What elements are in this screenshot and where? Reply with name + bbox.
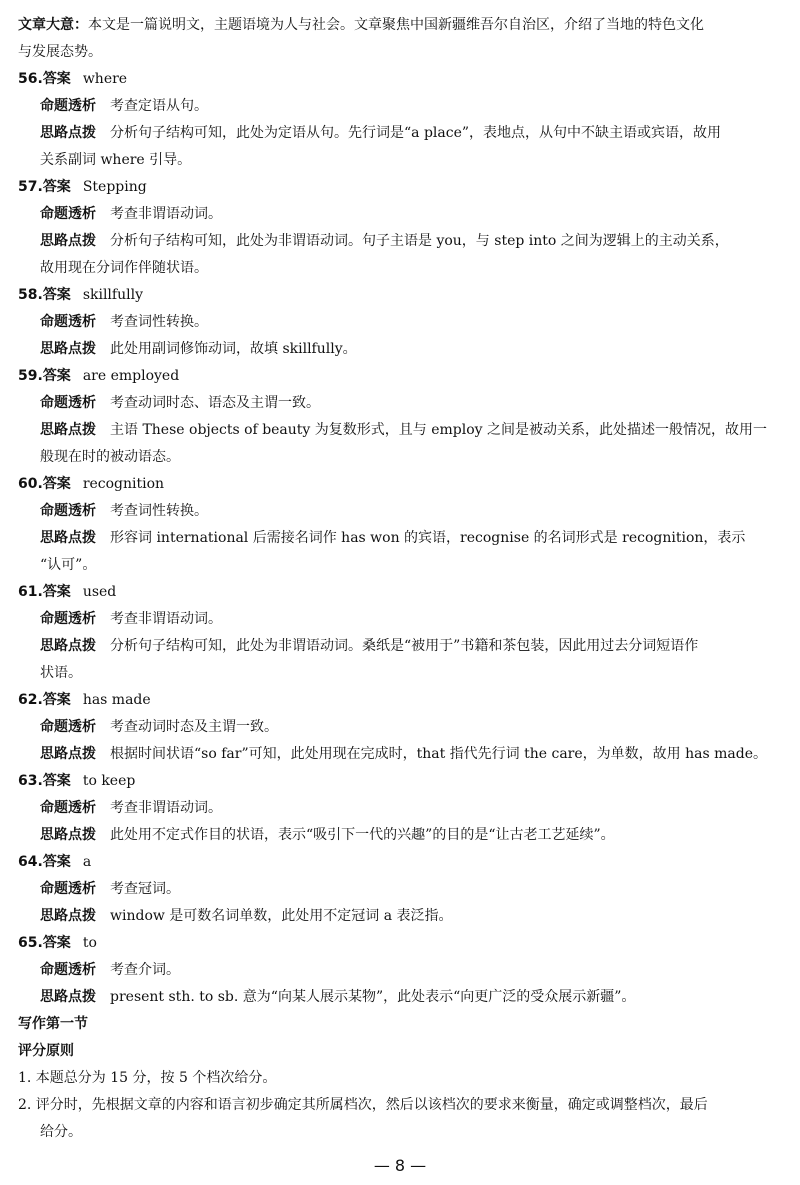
question-block [18, 579, 776, 687]
analysis-label: 命题透析 [40, 611, 96, 627]
analysis-label: 命题透析 [40, 719, 96, 735]
answer-text: to [82, 935, 97, 951]
hint-label: 思路点拨 [40, 638, 96, 654]
question-number: 61. [18, 584, 43, 600]
question-number: 57. [18, 179, 43, 195]
answer-text: are employed [82, 368, 180, 384]
answer-label: 答案 [42, 476, 71, 492]
answer-label: 答案 [42, 71, 71, 87]
question-number: 58. [18, 287, 43, 303]
summary-label: 文章大意： [18, 17, 88, 33]
analysis-text: 考查动词时态及主谓一致。 [110, 719, 278, 735]
analysis-text: 考查非谓语动词。 [110, 611, 222, 627]
question-list [18, 66, 776, 1011]
section-title: 写作第一节 [18, 1016, 88, 1032]
hint-text: 分析句子结构可知，此处为非谓语动词。句子主语是 you，与 step into 之间为逻辑上的主动关系， [110, 233, 729, 249]
hint-text: window 是可数名词单数，此处用不定冠词 a 表泛指。 [110, 908, 453, 924]
analysis-label: 命题透析 [40, 98, 96, 114]
summary-text-2: 与发展态势。 [18, 44, 102, 60]
analysis-label: 命题透析 [40, 206, 96, 222]
question-block [18, 471, 776, 579]
hint-text-continued: 状语。 [40, 665, 82, 681]
hint-text-continued: 故用现在分词作伴随状语。 [40, 260, 208, 276]
hint-text-continued: 关系副词 where 引导。 [40, 152, 192, 168]
analysis-label: 命题透析 [40, 881, 96, 897]
analysis-label: 命题透析 [40, 800, 96, 816]
analysis-text: 考查冠词。 [110, 881, 180, 897]
hint-text: 分析句子结构可知，此处为定语从句。先行词是“a place”，表地点，从句中不缺主语或宾语，故用 [110, 125, 722, 141]
hint-text: present sth. to sb. 意为“向某人展示某物”，此处表示“向更广泛的受众展示新疆”。 [110, 989, 636, 1005]
question-block [18, 768, 776, 849]
hint-label: 思路点拨 [40, 908, 96, 924]
answer-label: 答案 [42, 935, 71, 951]
hint-text: 此处用副词修饰动词，故填 skillfully。 [110, 341, 357, 357]
question-block [18, 363, 776, 471]
analysis-label: 命题透析 [40, 503, 96, 519]
answer-text: a [82, 854, 92, 870]
hint-label: 思路点拨 [40, 989, 96, 1005]
answer-label: 答案 [42, 773, 71, 789]
analysis-label: 命题透析 [40, 395, 96, 411]
hint-label: 思路点拨 [40, 233, 96, 249]
question-number: 59. [18, 368, 43, 384]
question-number: 65. [18, 935, 43, 951]
question-block [18, 687, 776, 768]
hint-text: 此处用不定式作目的状语，表示“吸引下一代的兴趣”的目的是“让古老工艺延续”。 [110, 827, 615, 843]
answer-text: where [82, 71, 128, 87]
question-number: 63. [18, 773, 43, 789]
question-block [18, 282, 776, 363]
analysis-text: 考查词性转换。 [110, 503, 208, 519]
hint-text: 形容词 international 后需接名词作 has won 的宾语，recognise 的名词形式是 recognition，表示 [110, 530, 746, 546]
hint-label: 思路点拨 [40, 125, 96, 141]
analysis-text: 考查非谓语动词。 [110, 800, 222, 816]
rule-1: 1. 本题总分为 15 分，按 5 个档次给分。 [18, 1070, 277, 1086]
question-number: 64. [18, 854, 43, 870]
question-block [18, 174, 776, 282]
hint-label: 思路点拨 [40, 746, 96, 762]
analysis-text: 考查词性转换。 [110, 314, 208, 330]
question-block [18, 66, 776, 174]
rule-2-line-2: 给分。 [40, 1124, 82, 1140]
hint-label: 思路点拨 [40, 341, 96, 357]
page-number: — 8 — [373, 1156, 427, 1175]
hint-text-continued: 般现在时的被动语态。 [40, 449, 180, 465]
writing-section [18, 1011, 776, 1146]
answer-label: 答案 [42, 368, 71, 384]
hint-text: 分析句子结构可知，此处为非谓语动词。桑纸是“被用于”书籍和茶包装，因此用过去分词短语作 [110, 638, 699, 654]
answer-label: 答案 [42, 854, 71, 870]
analysis-text: 考查动词时态、语态及主谓一致。 [110, 395, 320, 411]
hint-text: 主语 These objects of beauty 为复数形式，且与 employ 之间是被动关系，此处描述一般情况，故用一 [110, 422, 768, 438]
rule-2-line-1: 2. 评分时，先根据文章的内容和语言初步确定其所属档次，然后以该档次的要求来衡量，确定或调整档次，最后 [18, 1097, 708, 1113]
answer-text: Stepping [82, 179, 147, 195]
hint-label: 思路点拨 [40, 422, 96, 438]
question-block [18, 849, 776, 930]
question-number: 60. [18, 476, 43, 492]
principle-title: 评分原则 [18, 1043, 74, 1059]
hint-label: 思路点拨 [40, 827, 96, 843]
answer-text: used [82, 584, 117, 600]
hint-text: 根据时间状语“so far”可知，此处用现在完成时，that 指代先行词 the care，为单数，故用 has made。 [110, 746, 767, 762]
answer-text: skillfully [82, 287, 143, 303]
hint-label: 思路点拨 [40, 530, 96, 546]
answer-text: recognition [82, 476, 165, 492]
article-summary [18, 12, 776, 66]
hint-text-continued: “认可”。 [40, 557, 97, 573]
analysis-text: 考查定语从句。 [110, 98, 208, 114]
analysis-text: 考查非谓语动词。 [110, 206, 222, 222]
question-number: 56. [18, 71, 43, 87]
answer-label: 答案 [42, 287, 71, 303]
answer-text: to keep [82, 773, 136, 789]
answer-text: has made [82, 692, 151, 708]
answer-label: 答案 [42, 179, 71, 195]
answer-label: 答案 [42, 584, 71, 600]
analysis-label: 命题透析 [40, 314, 96, 330]
summary-text-1: 本文是一篇说明文，主题语境为人与社会。文章聚焦中国新疆维吾尔自治区，介绍了当地的特色文化 [88, 17, 704, 33]
answer-label: 答案 [42, 692, 71, 708]
analysis-text: 考查介词。 [110, 962, 180, 978]
question-number: 62. [18, 692, 43, 708]
analysis-label: 命题透析 [40, 962, 96, 978]
question-block [18, 930, 776, 1011]
